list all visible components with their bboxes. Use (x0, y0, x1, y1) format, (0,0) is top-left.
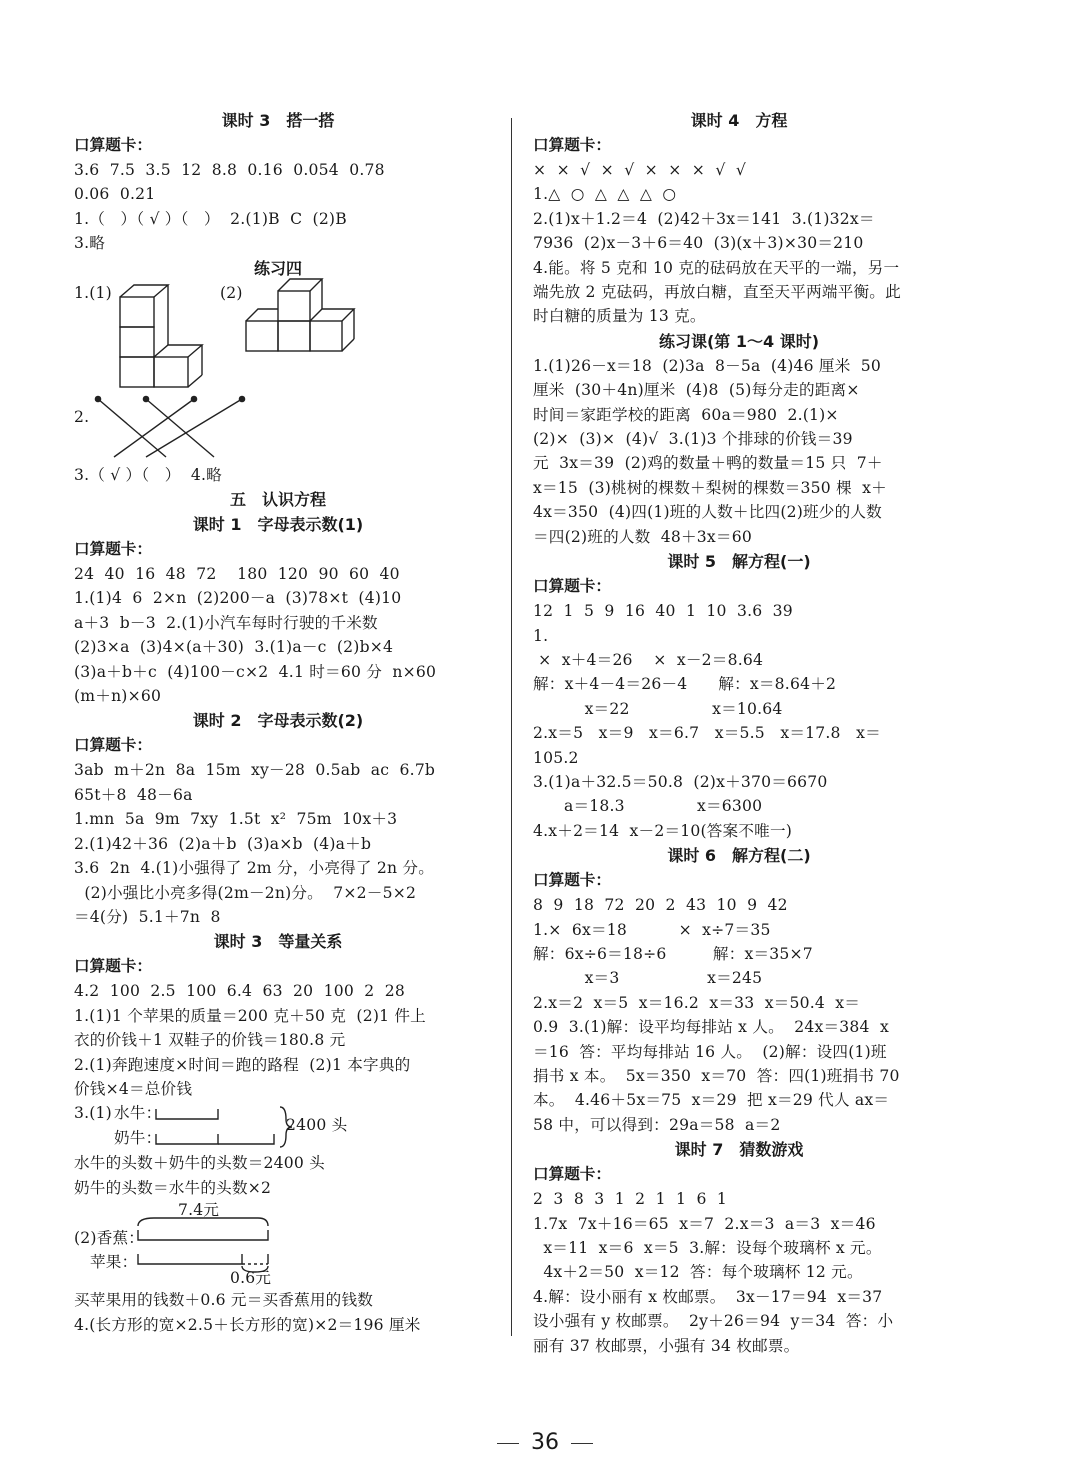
text-line: × × √ × √ × × × √ √ (533, 161, 746, 179)
text-line: 时间＝家距学校的距离 60a＝980 2.(1)× (533, 405, 839, 424)
text-line: 105.2 (533, 748, 579, 767)
text-line: 1.(1)4 6 2×n (2)200－a (3)78×t (4)10 (74, 589, 402, 608)
text-line: (m＋n)×60 (74, 687, 162, 706)
text-line: 0.06 0.21 (74, 185, 156, 204)
text-line: 4.能。将 5 克和 10 克的砝码放在天平的一端，另一 (533, 258, 900, 277)
text-line: 3.(1)a＋32.5＝50.8 (2)x＋370＝6670 (533, 772, 828, 791)
unit-title: 五 认识方程 (229, 490, 326, 510)
segment-lines (134, 1214, 284, 1274)
figure-label: 2. (74, 407, 90, 426)
figure-label: 苹果： (90, 1253, 138, 1272)
text-line: 元 3x＝39 (2)鸡的数量＋鸭的数量＝15 只 7＋ (533, 454, 883, 473)
kousuan-label: 口算题卡： (533, 1165, 611, 1184)
text-line: 2.x＝5 x＝9 x＝6.7 x＝5.5 x＝17.8 x＝ (533, 724, 881, 743)
segment-diagram-cattle (74, 1101, 482, 1151)
right-column (533, 108, 945, 1358)
kousuan-label: 口算题卡： (533, 577, 611, 596)
text-line: 解：x＋4－4＝26－4 解：x＝8.64＋2 (533, 675, 837, 694)
text-line: 3ab m＋2n 8a 15m xy－28 0.5ab ac 6.7b (74, 761, 436, 780)
section-title: 练习课(第 1～4 课时) (658, 331, 820, 351)
section-title: 课时 7 猜数游戏 (674, 1140, 804, 1160)
text-line: ＝四(2)班的人数 48＋3x＝60 (533, 527, 752, 546)
segment-lines (154, 1101, 294, 1151)
page-number (0, 1430, 1090, 1455)
section-title: 练习四 (253, 258, 302, 278)
text-line: 丽有 37 枚邮票，小强有 34 枚邮票。 (533, 1336, 800, 1355)
section-title: 课时 5 解方程(一) (667, 552, 811, 572)
text-line: 4x＝350 (4)四(1)班的人数＋比四(2)班少的人数 (533, 503, 882, 522)
text-line: 1.(1)1 个苹果的质量＝200 克＋50 克 (2)1 件上 (74, 1006, 426, 1025)
section-title: 课时 4 方程 (690, 111, 788, 130)
text-line: 解：6x÷6＝18÷6 解：x＝35×7 (533, 944, 813, 963)
text-line: a＝18.3 x＝6300 (533, 797, 763, 816)
section-title: 课时 2 字母表示数(2) (192, 711, 364, 731)
text-line: 58 中，可以得到：29a＝58 a＝2 (533, 1115, 781, 1134)
section-title: 课时 3 等量关系 (213, 932, 343, 952)
text-line: 本。 4.46＋5x＝75 x＝29 把 x＝29 代人 ax＝ (533, 1091, 890, 1110)
figure-label: 0.6元 (230, 1269, 272, 1288)
text-line: × x＋4＝26 × x－2＝8.64 (533, 650, 764, 669)
text-line: 24 40 16 48 72 180 120 90 60 40 (74, 565, 400, 584)
figure-label: 水牛： (114, 1104, 162, 1123)
text-line: 8 9 18 72 20 2 43 10 9 42 (533, 896, 788, 915)
text-line: 设小强有 y 枚邮票。 2y＋26＝94 y＝34 答：小 (533, 1312, 894, 1331)
text-line: 水牛的头数＋奶牛的头数＝2400 头 (74, 1154, 325, 1173)
text-line: x＝22 x＝10.64 (533, 699, 783, 718)
text-line: 3.（ √ ）（ ） 4.略 (74, 465, 222, 484)
text-line: (2)× (3)× (4)√ 3.(1)3 个排球的价钱＝39 (533, 430, 853, 449)
section-title: 课时 6 解方程(二) (667, 846, 811, 866)
text-line: ＝16 答：平均每排站 16 人。 (2)解：设四(1)班 (533, 1042, 887, 1061)
text-line: 奶牛的头数＝水牛的头数×2 (74, 1178, 272, 1197)
text-line: 3.略 (74, 234, 106, 253)
text-line: 3.6 2n 4.(1)小强得了 2m 分，小亮得了 2n 分。 (74, 859, 434, 878)
text-line: 端先放 2 克砝码，再放白糖，直至天平两端平衡。此 (533, 283, 901, 302)
text-line: 2.x＝2 x＝5 x＝16.2 x＝33 x＝50.4 x＝ (533, 993, 861, 1012)
text-line: 4.x＋2＝14 x－2＝10(答案不唯一) (533, 821, 793, 840)
section-title: 课时 1 字母表示数(1) (192, 515, 364, 535)
kousuan-label: 口算题卡： (533, 871, 611, 890)
kousuan-label: 口算题卡： (533, 136, 611, 154)
text-line: 1.7x 7x＋16＝65 x＝7 2.x＝3 a＝3 x＝46 (533, 1214, 876, 1233)
text-line: x＝3 x＝245 (533, 969, 763, 988)
text-line: 1.△ ○ △ △ △ ○ (533, 185, 677, 204)
text-line: 4.2 100 2.5 100 6.4 63 20 100 2 28 (74, 982, 405, 1001)
text-line: 1.(1)26－x＝18 (2)3a 8－5a (4)46 厘米 50 (533, 356, 882, 375)
text-line: 4x＋2＝50 x＝12 答：每个玻璃杯 12 元。 (533, 1263, 863, 1282)
kousuan-label: 口算题卡： (74, 957, 152, 976)
figure-label: 奶牛： (114, 1129, 162, 1148)
segment-diagram-fruit (74, 1200, 482, 1288)
text-line: 2 3 8 3 1 2 1 1 6 1 (533, 1190, 728, 1209)
left-column (74, 108, 482, 1337)
page-number-dash (497, 1443, 519, 1444)
text-line: 7936 (2)x－3＋6＝40 (3)(x＋3)×30＝210 (533, 234, 864, 253)
page-number-dash (571, 1443, 593, 1444)
text-line: 4.(长方形的宽×2.5＋长方形的宽)×2＝196 厘米 (74, 1315, 421, 1334)
text-line: (2)3×a (3)4×(a＋30) 3.(1)a－c (2)b×4 (74, 638, 394, 657)
figure-label: 3.(1) (74, 1104, 112, 1123)
text-line: 2.(1)x＋1.2＝4 (2)42＋3x＝141 3.(1)32x＝ (533, 209, 875, 228)
cube-stack-drawing (114, 275, 444, 393)
text-line: 2.(1)42＋36 (2)a＋b (3)a×b (4)a＋b (74, 834, 372, 853)
text-line: 1.× 6x＝18 × x÷7＝35 (533, 920, 771, 939)
cube-figure (74, 281, 482, 391)
text-line: 0.9 3.(1)解：设平均每排站 x 人。 24x＝384 x (533, 1018, 889, 1037)
text-line: 衣的价钱＋1 双鞋子的价钱＝180.8 元 (74, 1031, 346, 1050)
kousuan-label: 口算题卡： (74, 540, 152, 559)
matching-figure (74, 391, 482, 463)
text-line: 4.解：设小丽有 x 枚邮票。 3x－17＝94 x＝37 (533, 1287, 883, 1306)
text-line: 价钱×4＝总价钱 (74, 1079, 193, 1098)
text-line: 厘米 (30＋4n)厘米 (4)8 (5)每分走的距离× (533, 381, 860, 400)
figure-label: 2400 头 (286, 1116, 348, 1135)
section-title: 课时 3 搭一搭 (221, 111, 335, 130)
kousuan-label: 口算题卡： (74, 736, 152, 755)
kousuan-label: 口算题卡： (74, 136, 152, 154)
text-line: 买苹果用的钱数＋0.6 元＝买香蕉用的钱数 (74, 1291, 374, 1310)
text-line: 1.（ ）（ √ ）（ ） 2.(1)B C (2)B (74, 209, 347, 228)
matching-lines-drawing (84, 391, 254, 463)
text-line: x＝11 x＝6 x＝5 3.解：设每个玻璃杯 x 元。 (533, 1239, 882, 1258)
text-line: 3.6 7.5 3.5 12 8.8 0.16 0.054 0.78 (74, 161, 385, 179)
text-line: (3)a＋b＋c (4)100－c×2 4.1 时＝60 分 n×60 (74, 662, 437, 681)
text-line: 1.mn 5a 9m 7xy 1.5t x² 75m 10x＋3 (74, 810, 398, 829)
text-line: 1. (533, 626, 549, 645)
figure-label: 7.4元 (178, 1201, 220, 1220)
text-line: a＋3 b－3 2.(1)小汽车每时行驶的千米数 (74, 613, 378, 632)
text-line: x＝15 (3)桃树的棵数＋梨树的棵数＝350 棵 x＋ (533, 478, 887, 497)
text-line: 捐书 x 本。 5x＝350 x＝70 答：四(1)班捐书 70 (533, 1067, 900, 1085)
figure-label: 1.(1) (74, 283, 112, 302)
text-line: 2.(1)奔跑速度×时间＝跑的路程 (2)1 本字典的 (74, 1055, 411, 1074)
text-line: 时白糖的质量为 13 克。 (533, 307, 706, 326)
text-line: ＝4(分) 5.1＋7n 8 (74, 907, 221, 926)
page-number-value: 36 (531, 1430, 559, 1455)
figure-label: (2)香蕉： (74, 1229, 145, 1248)
figure-label: (2) (220, 283, 243, 302)
text-line: 65t＋8 48－6a (74, 785, 193, 804)
text-line: 12 1 5 9 16 40 1 10 3.6 39 (533, 602, 793, 621)
column-divider (511, 118, 512, 1336)
text-line: (2)小强比小亮多得(2m－2n)分。 7×2－5×2 (74, 883, 417, 902)
